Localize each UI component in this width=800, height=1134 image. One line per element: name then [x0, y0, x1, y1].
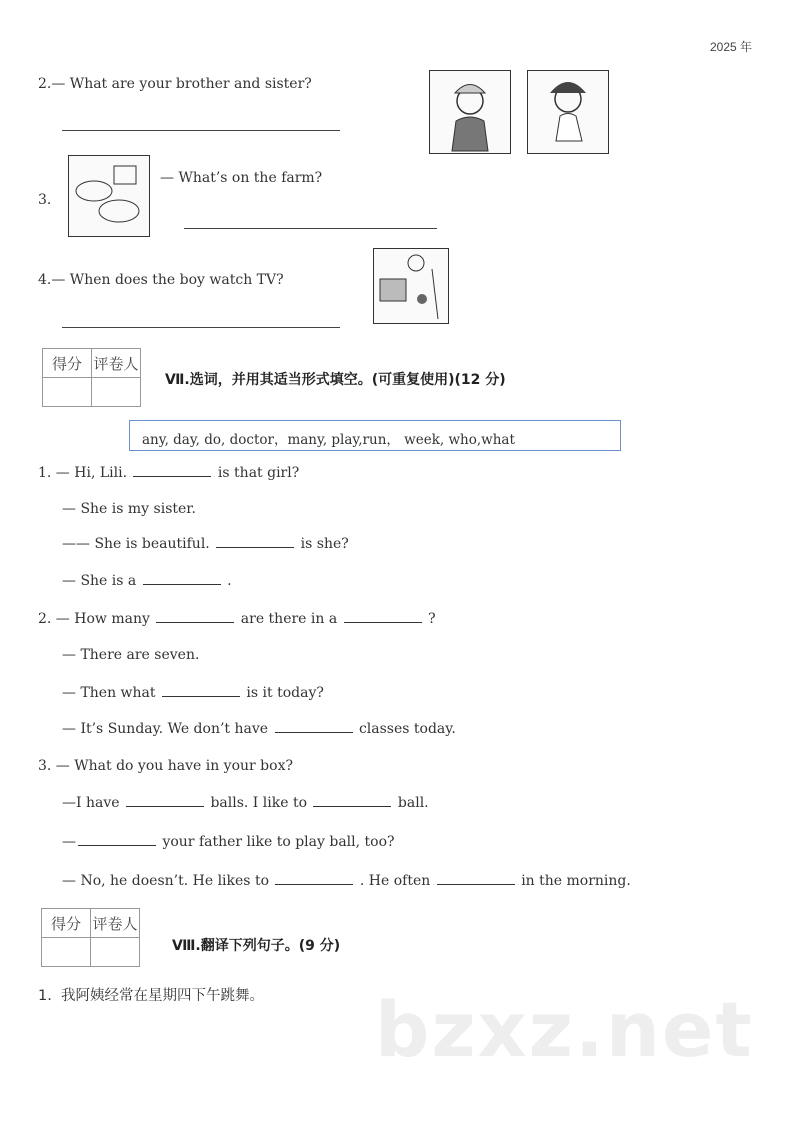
- blank-field[interactable]: [275, 872, 353, 885]
- sentence-text: — There are seven.: [62, 647, 200, 663]
- score-table-8: [41, 908, 140, 967]
- year-label: 2025 年: [710, 40, 753, 54]
- sentence-text: is it today?: [241, 685, 324, 701]
- answer-line[interactable]: [62, 327, 340, 328]
- blank-field[interactable]: [275, 720, 353, 733]
- blank-field[interactable]: [78, 833, 156, 846]
- sentence-text: your father like to play ball, too?: [158, 834, 395, 850]
- answer-line[interactable]: [184, 228, 437, 229]
- sentence-text: — She is my sister.: [62, 501, 196, 517]
- grader-cell[interactable]: [92, 378, 141, 407]
- sentence-text: is she?: [296, 536, 349, 552]
- blank-field[interactable]: [133, 464, 211, 477]
- blank-field[interactable]: [162, 684, 240, 697]
- sentence-text: .: [222, 573, 232, 589]
- grader-label: 评卷人: [91, 909, 140, 938]
- sentence-line: [62, 833, 395, 850]
- sentence-text: — No, he doesn’t. He likes to: [62, 873, 274, 889]
- sentence-text: are there in a: [236, 611, 342, 627]
- sentence-line: [38, 610, 436, 627]
- blank-field[interactable]: [313, 794, 391, 807]
- tv-picture: [373, 248, 449, 324]
- blank-field[interactable]: [156, 610, 234, 623]
- sentence-text: . He often: [355, 873, 435, 889]
- score-label: 得分: [43, 349, 92, 378]
- sentence-line: [62, 872, 631, 889]
- sentence-line: [62, 684, 324, 701]
- grader-cell[interactable]: [91, 938, 140, 967]
- sentence-line: [62, 720, 456, 737]
- score-label: 得分: [42, 909, 91, 938]
- sentence-line: [62, 535, 349, 552]
- sentence-text: —: [62, 834, 76, 850]
- sentence-text: ?: [423, 611, 436, 627]
- translate-question-1: 1. 我阿姨经常在星期四下午跳舞。: [38, 988, 265, 1004]
- sentence-text: — Then what: [62, 685, 160, 701]
- sentence-text: balls. I like to: [206, 795, 312, 811]
- grader-label: 评卷人: [92, 349, 141, 378]
- question-3-number: 3.: [38, 192, 52, 208]
- sentence-text: is that girl?: [213, 465, 300, 481]
- watermark: bzxz.net: [375, 985, 754, 1074]
- blank-field[interactable]: [126, 794, 204, 807]
- word-bank: any, day, do, doctor，many, play,run， week, who,what: [129, 420, 621, 451]
- worker-picture: [429, 70, 511, 154]
- sentence-line: [62, 647, 199, 663]
- sentence-text: 2. — How many: [38, 611, 155, 627]
- section-8-title: Ⅷ.翻译下列句子。(9 分): [172, 938, 341, 954]
- blank-field[interactable]: [437, 872, 515, 885]
- nurse-picture: [527, 70, 609, 154]
- score-cell[interactable]: [43, 378, 92, 407]
- sentence-line: [62, 794, 429, 811]
- sentence-line: [62, 572, 232, 589]
- sentence-text: ball.: [393, 795, 429, 811]
- sentence-text: — It’s Sunday. We don’t have: [62, 721, 273, 737]
- sentence-text: classes today.: [354, 721, 456, 737]
- question-4: 4.— When does the boy watch TV?: [38, 272, 284, 288]
- blank-field[interactable]: [344, 610, 422, 623]
- sentence-line: [38, 464, 299, 481]
- sentence-text: —— She is beautiful.: [62, 536, 215, 552]
- section-7-title: Ⅶ.选词，并用其适当形式填空。(可重复使用)(12 分): [165, 372, 506, 388]
- score-table-7: [42, 348, 141, 407]
- blank-field[interactable]: [143, 572, 221, 585]
- farm-picture: [68, 155, 150, 237]
- sentence-line: [62, 501, 196, 517]
- sentence-text: in the morning.: [516, 873, 631, 889]
- sentence-text: 1. — Hi, Lili.: [38, 465, 132, 481]
- blank-field[interactable]: [216, 535, 294, 548]
- sentence-line: [38, 758, 293, 774]
- score-cell[interactable]: [42, 938, 91, 967]
- sentence-text: 3. — What do you have in your box?: [38, 758, 293, 774]
- sentence-text: —I have: [62, 795, 124, 811]
- answer-line[interactable]: [62, 130, 340, 131]
- sentence-text: — She is a: [62, 573, 141, 589]
- question-2: 2.— What are your brother and sister?: [38, 76, 312, 92]
- question-3: — What’s on the farm?: [160, 170, 323, 186]
